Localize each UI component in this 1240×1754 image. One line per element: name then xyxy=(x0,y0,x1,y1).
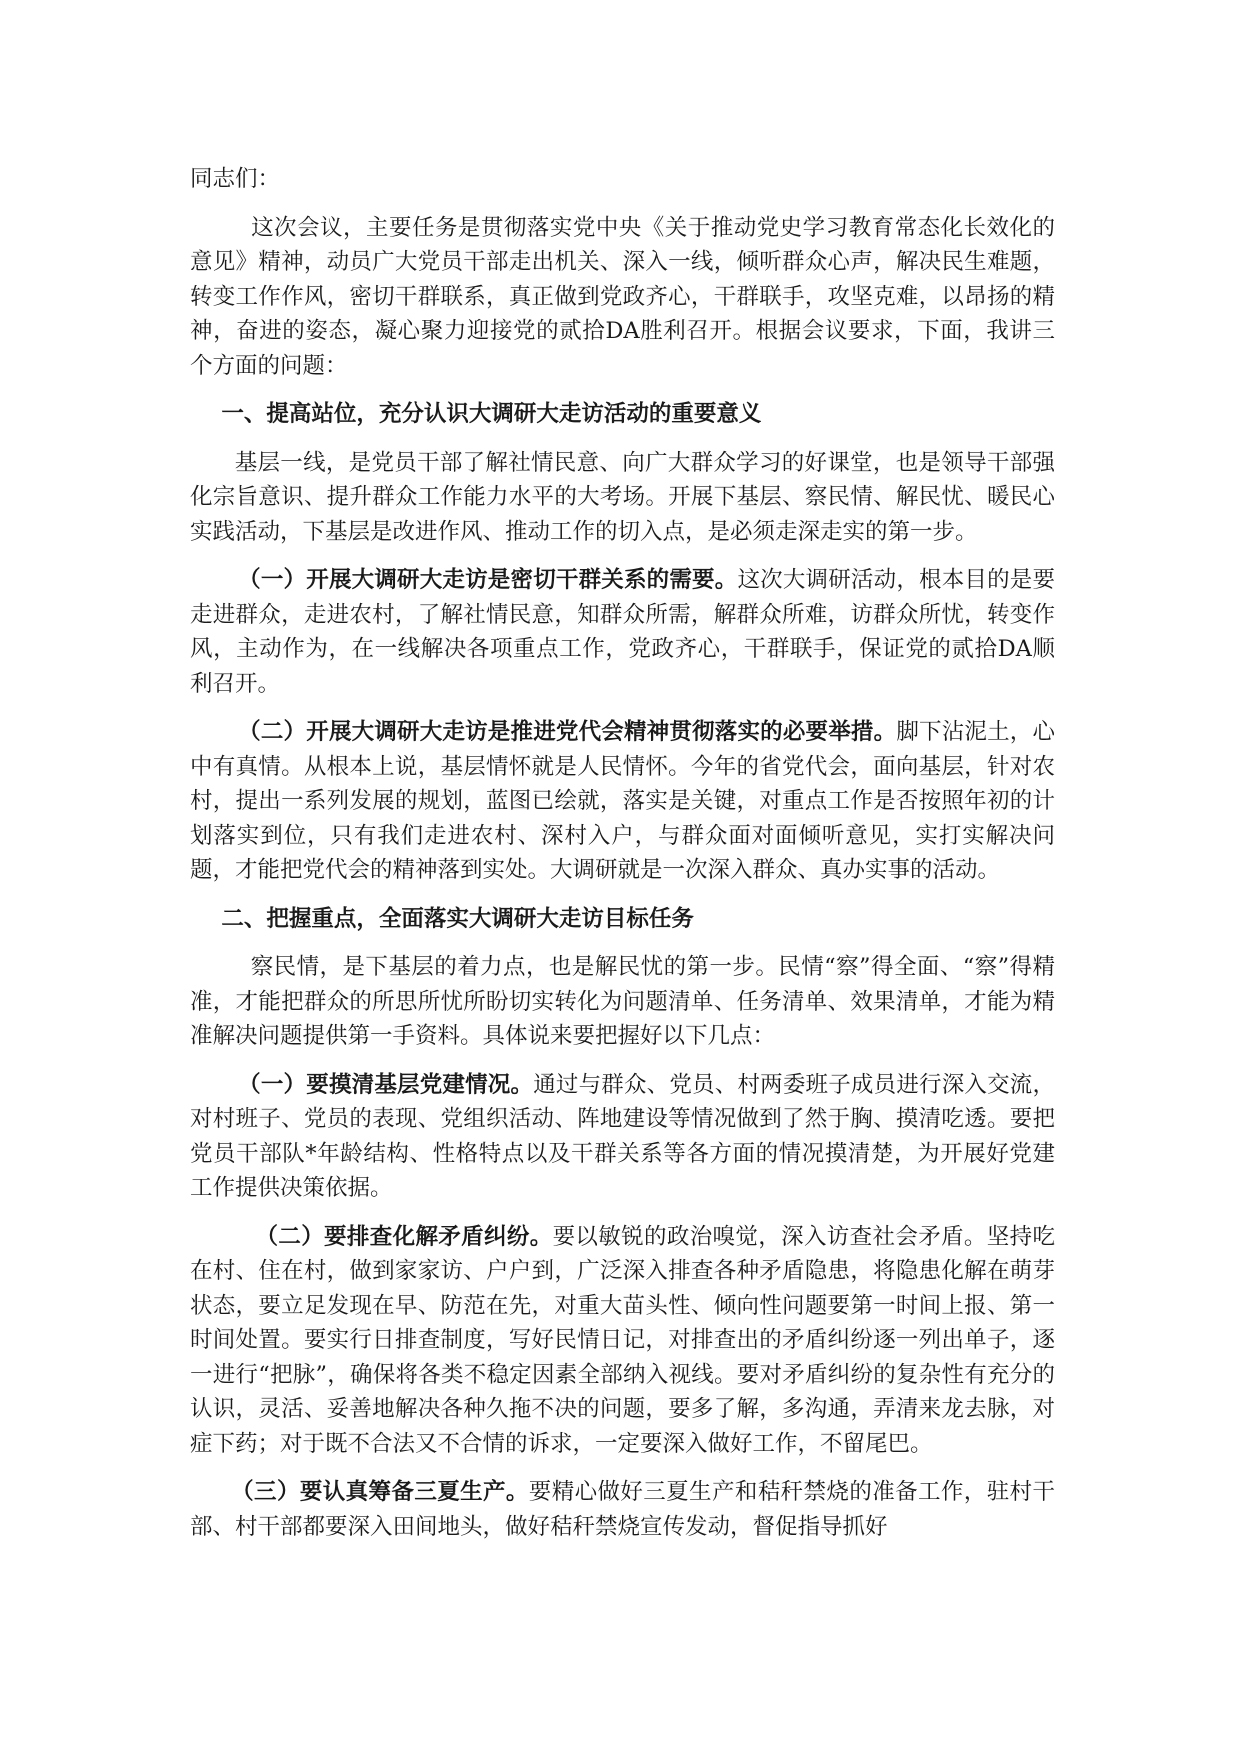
greeting: 同志们： xyxy=(190,166,281,192)
sub-heading: （一）开展大调研大走访是密切干群关系的需要。 xyxy=(190,567,738,593)
sub-body: 要精心做好三夏生产和秸秆禁烧的准备工作，驻村干部、村干部都要深入田间地头，做好秸秆禁烧宣传发动，督促指导抓好 xyxy=(190,1479,1055,1540)
section-2-sub-1 xyxy=(190,1068,1055,1206)
sub-body: 要以敏锐的政治嗅觉，深入访查社会矛盾。坚持吃在村、住在村，做到家家访、户户到，广泛深入排查各种矛盾隐患，将隐患化解在萌芽状态，要立足发现在早、防范在先，对重大苗头性、倾向性问题要第一时间上报、第一时间处置。要实行日排查制度，写好民情日记，对排查出的矛盾纠纷逐一列出单子，逐一进行“把脉”，确保将各类不稳定因素全部纳入视线。要对矛盾纠纷的复杂性有充分的认识，灵活、妥善地解决各种久拖不决的问题，要多了解，多沟通，弄清来龙去脉，对症下药；对于既不合法又不合情的诉求，一定要深入做好工作，不留尾巴。 xyxy=(190,1223,1055,1457)
section-1-sub-1 xyxy=(190,563,1055,701)
sub-heading: （三）要认真筹备三夏生产。 xyxy=(190,1479,529,1505)
section-2-heading: 二、把握重点，全面落实大调研大走访目标任务 xyxy=(190,905,694,932)
sub-body: 这次大调研活动，根本目的是要走进群众，走进农村，了解社情民意，知群众所需，解群众所难，访群众所忧，转变作风，主动作为，在一线解决各项重点工作，党政齐心，干群联手，保证党的贰拾DA顺利召开。 xyxy=(190,567,1055,697)
sub-heading: （二）要排查化解矛盾纠纷。 xyxy=(190,1223,553,1250)
section-2-sub-3 xyxy=(190,1475,1055,1544)
intro-paragraph: 这次会议，主要任务是贯彻落实党中央《关于推动党史学习教育常态化长效化的意见》精神，动员广大党员干部走出机关、深入一线，倾听群众心声，解决民生难题，转变工作作风，密切干群联系，真正做到党政齐心，干群联手，攻坚克难，以昂扬的精神，奋进的姿态，凝心聚力迎接党的贰拾DA胜利召开。根据会议要求，下面，我讲三个方面的问题： xyxy=(190,214,1055,379)
sub-heading: （一）要摸清基层党建情况。 xyxy=(190,1071,534,1098)
section-1-heading: 一、提高站位，充分认识大调研大走访活动的重要意义 xyxy=(190,401,762,427)
section-2-body: 察民情，是下基层的着力点，也是解民忧的第一步。民情“察”得全面、“察”得精准，才能把群众的所思所忧所盼切实转化为问题清单、任务清单、效果清单，才能为精准解决问题提供第一手资料。具体说来要把握好以下几点： xyxy=(190,954,1056,1049)
sub-body: 脚下沾泥土，心中有真情。从根本上说，基层情怀就是人民情怀。今年的省党代会，面向基层，针对农村，提出一系列发展的规划，蓝图已绘就，落实是关键，对重点工作是否按照年初的计划落实到位，只有我们走进农村、深村入户，与群众面对面倾听意见，实打实解决问题，才能把党代会的精神落到实处。大调研就是一次深入群众、真办实事的活动。 xyxy=(190,719,1055,883)
sub-heading: （二）开展大调研大走访是推进党代会精神贯彻落实的必要举措。 xyxy=(190,719,897,745)
section-1-body: 基层一线，是党员干部了解社情民意、向广大群众学习的好课堂，也是领导干部强化宗旨意识、提升群众工作能力水平的大考场。开展下基层、察民情、解民忧、暖民心实践活动，下基层是改进作风、推动工作的切入点，是必须走深走实的第一步。 xyxy=(190,449,1055,545)
section-1-sub-2 xyxy=(190,715,1055,888)
section-2-sub-2 xyxy=(190,1220,1055,1462)
sub-body: 通过与群众、党员、村两委班子成员进行深入交流，对村班子、党员的表现、党组织活动、阵地建设等情况做到了然于胸、摸清吃透。要把党员干部队*年龄结构、性格特点以及干群关系等各方面的情况摸清楚，为开展好党建工作提供决策依据。 xyxy=(190,1071,1055,1201)
document-page xyxy=(190,140,1055,1544)
